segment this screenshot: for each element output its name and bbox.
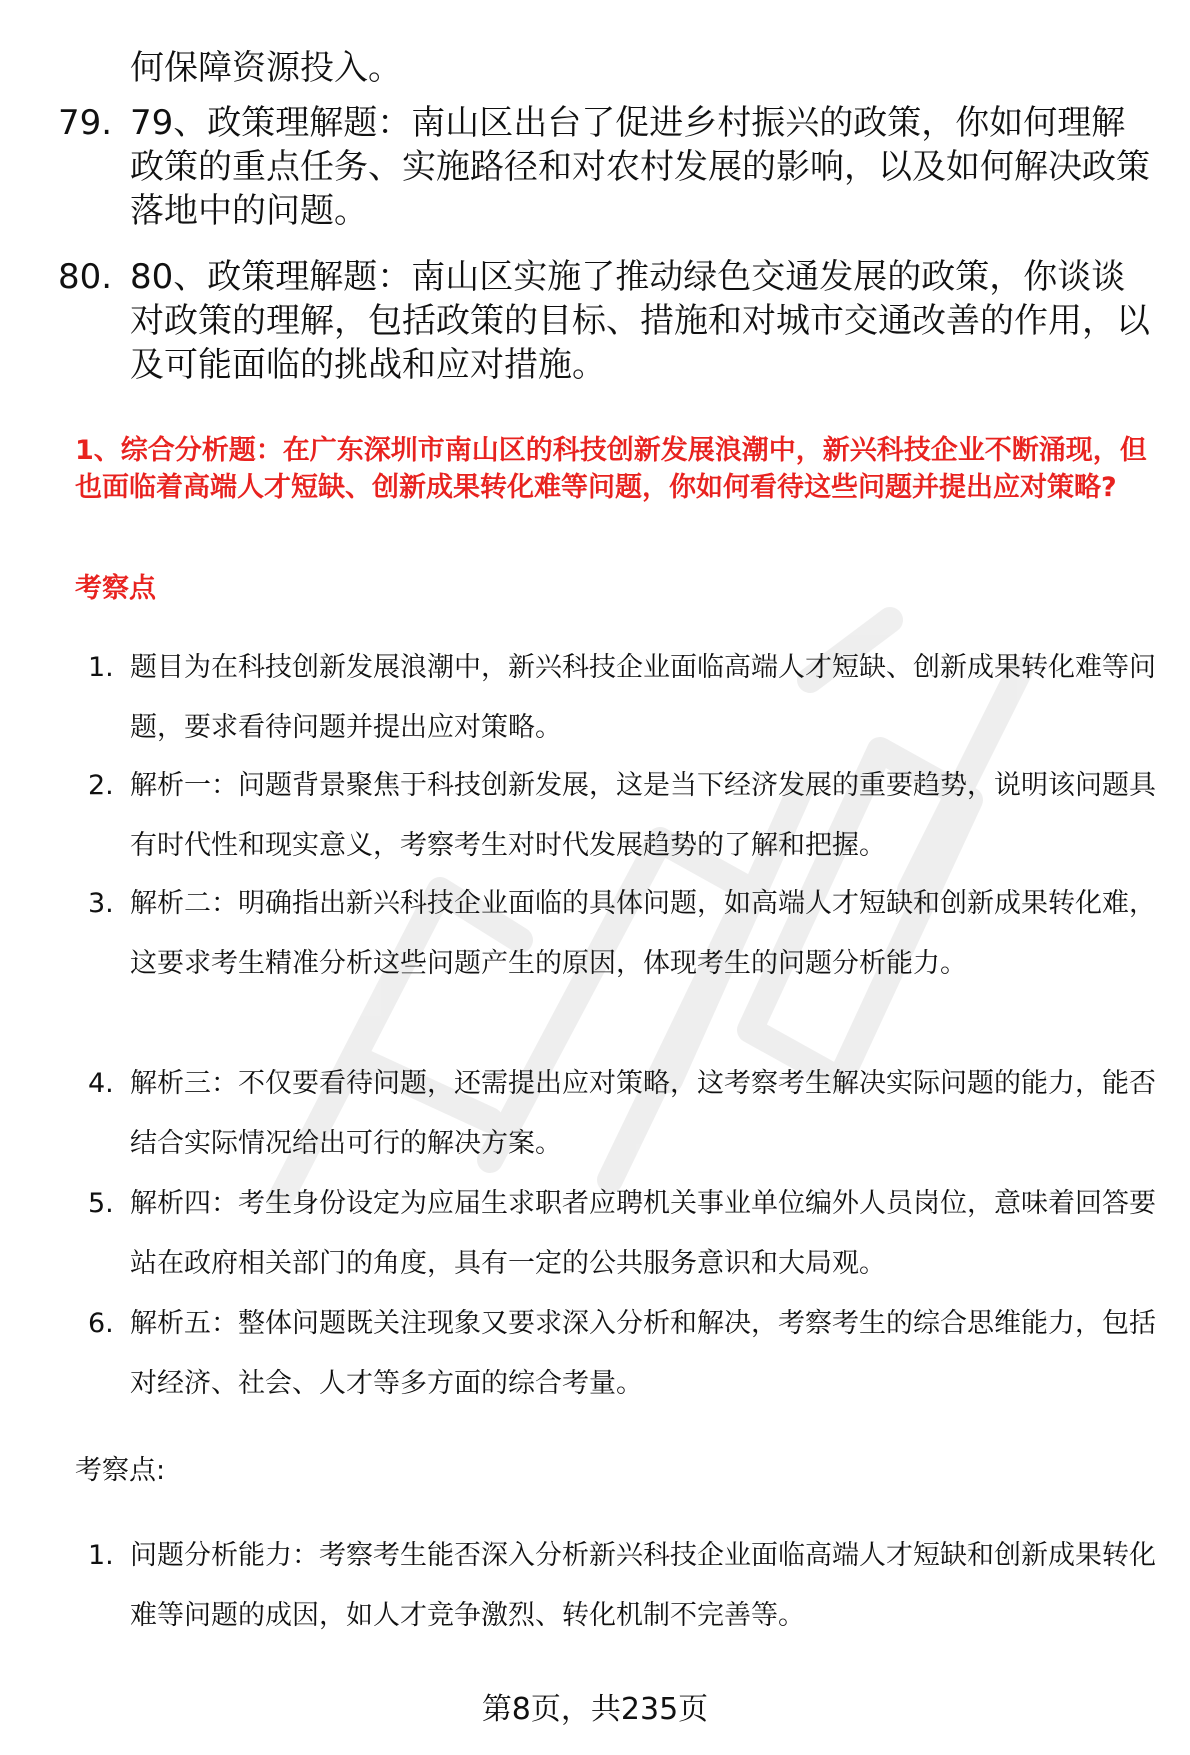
list-item-text: 题目为在科技创新发展浪潮中，新兴科技企业面临高端人才短缺、创新成果转化难等问题，要求看待问题并提出应对策略。 xyxy=(130,652,1156,743)
list-item-text: 79、政策理解题：南山区出台了促进乡村振兴的政策，你如何理解政策的重点任务、实施路径和对农村发展的影响，以及如何解决政策落地中的问题。 xyxy=(130,103,1150,231)
section-label-examination-points-2: 考察点: xyxy=(75,1455,166,1486)
list-item-number: 80. xyxy=(58,257,113,297)
list-item-text: 解析二：明确指出新兴科技企业面临的具体问题，如高端人才短缺和创新成果转化难，这要求考生精准分析这些问题产生的原因，体现考生的问题分析能力。 xyxy=(130,888,1156,979)
page-number-footer: 第8页，共235页 xyxy=(481,1692,709,1727)
list-item-text: 解析一：问题背景聚焦于科技创新发展，这是当下经济发展的重要趋势，说明该问题具有时代性和现实意义，考察考生对时代发展趋势的了解和把握。 xyxy=(130,770,1156,861)
list-item-number: 5. xyxy=(88,1188,114,1219)
list-item-text: 问题分析能力：考察考生能否深入分析新兴科技企业面临高端人才短缺和创新成果转化难等问题的成因，如人才竞争激烈、转化机制不完善等。 xyxy=(130,1540,1156,1631)
list-item-text: 80、政策理解题：南山区实施了推动绿色交通发展的政策，你谈谈对政策的理解，包括政策的目标、措施和对城市交通改善的作用，以及可能面临的挑战和应对措施。 xyxy=(130,257,1150,385)
list-item-number: 79. xyxy=(58,103,113,143)
section-label-examination-points: 考察点 xyxy=(75,573,156,604)
list-item-text: 解析三：不仅要看待问题，还需提出应对策略，这考察考生解决实际问题的能力，能否结合实际情况给出可行的解决方案。 xyxy=(130,1068,1156,1159)
list-item-text: 解析五：整体问题既关注现象又要求深入分析和解决，考察考生的综合思维能力，包括对经济、社会、人才等多方面的综合考量。 xyxy=(130,1308,1156,1399)
list-item-text: 何保障资源投入。 xyxy=(130,48,402,88)
list-item-number: 1. xyxy=(88,652,114,683)
list-item-number: 3. xyxy=(88,888,114,919)
list-item-number: 1. xyxy=(88,1540,114,1571)
list-item-text: 解析四：考生身份设定为应届生求职者应聘机关事业单位编外人员岗位，意味着回答要站在政府相关部门的角度，具有一定的公共服务意识和大局观。 xyxy=(130,1188,1156,1279)
list-item-number: 4. xyxy=(88,1068,114,1099)
list-item-number: 2. xyxy=(88,770,114,801)
question-heading: 1、综合分析题：在广东深圳市南山区的科技创新发展浪潮中，新兴科技企业不断涌现，但也面临着高端人才短缺、创新成果转化难等问题，你如何看待这些问题并提出应对策略? xyxy=(75,435,1147,503)
list-item-number: 6. xyxy=(88,1308,114,1339)
